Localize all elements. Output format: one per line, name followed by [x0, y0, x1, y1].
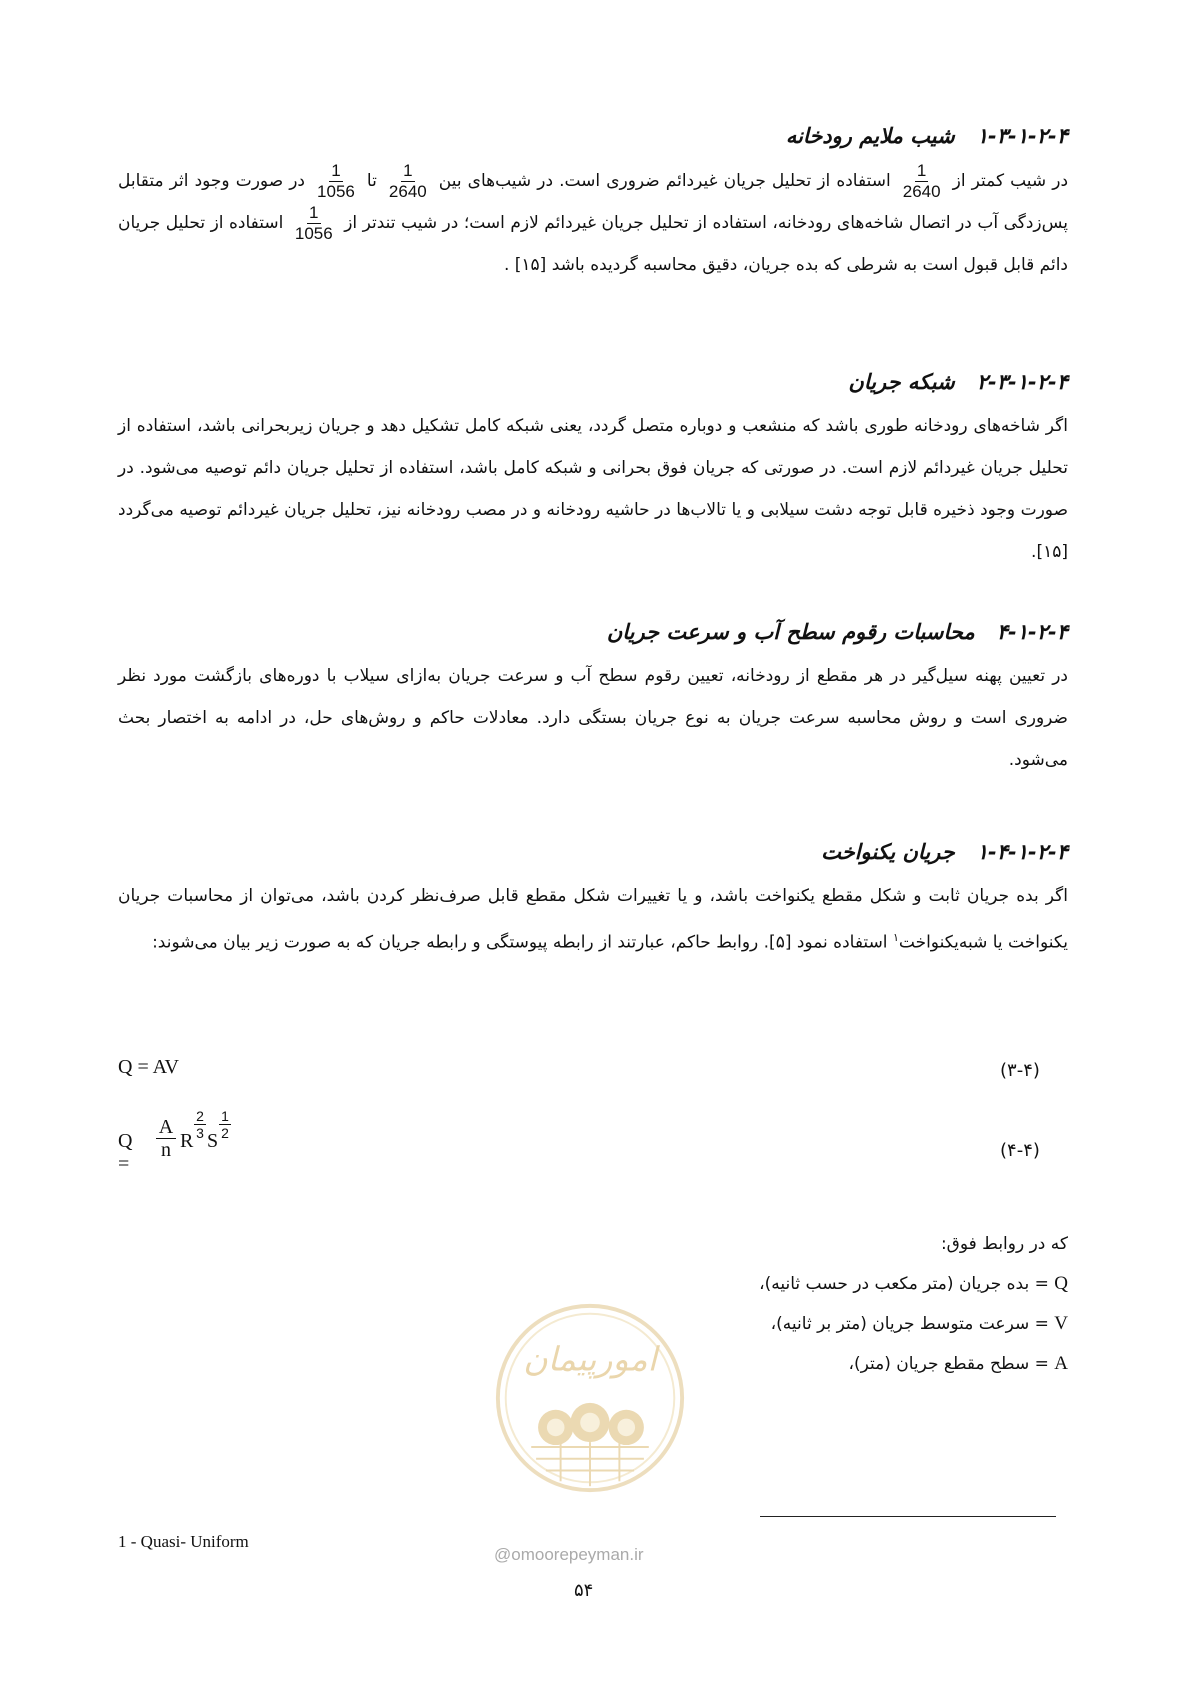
section-title: شیب ملایم رودخانه	[785, 124, 955, 148]
definition-item: A = سطح مقطع جریان (متر)،	[848, 1353, 1068, 1374]
paragraph-flow-network	[118, 405, 1068, 573]
section-heading-2	[848, 370, 1068, 394]
footnote-marker: ۱	[892, 931, 899, 944]
section-heading-4	[821, 840, 1068, 864]
fraction: $\frac{1}{2640}$	[388, 160, 427, 201]
paragraph-water-level	[118, 655, 1068, 781]
paragraph-text: استفاده نمود [۵]. روابط حاکم، عبارتند از رابطه پیوستگی و رابطه جریان که به صورت زیر بیان می‌شوند:	[152, 932, 888, 953]
fraction: $\frac{1}{2640}$	[902, 160, 941, 201]
section-title: جریان یکنواخت	[821, 840, 955, 864]
definition-item: Q = بده جریان (متر مکعب در حسب ثانیه)،	[759, 1273, 1068, 1294]
paragraph-text: در صورت وجود اثر متقابل پس‌زدگی آب در اتصال شاخه‌های رودخانه، استفاده از تحلیل جریان غیردائم لازم است؛ در شیب تندتر از	[118, 171, 1069, 233]
section-title: محاسبات رقوم سطح آب و سرعت جریان	[606, 620, 975, 644]
section-heading-1	[786, 124, 1068, 148]
paragraph-text: استفاده از تحلیل جریان دائم قابل قبول است به شرطی که بده جریان، دقیق محاسبه گردیده باشد [۱۵] .	[118, 213, 1068, 275]
watermark-logo	[492, 1300, 688, 1496]
watermark-text: @omoorepeyman.ir	[494, 1545, 644, 1564]
footnote: 1 - Quasi- Uniform	[118, 1532, 249, 1551]
definitions-list	[759, 1224, 1068, 1384]
page-number: ۵۴	[574, 1580, 594, 1601]
fraction: $\frac{1}{1056}$	[317, 160, 355, 201]
equation-continuity: Q = AV	[118, 1056, 179, 1078]
definitions-intro: که در روابط فوق:	[940, 1234, 1068, 1254]
paragraph-text: تا	[366, 171, 377, 191]
section-number: ۱-۳-۱-۲-۴	[976, 124, 1068, 148]
paragraph-text: در تعیین پهنه سیل‌گیر در هر مقطع از رودخانه، تعیین رقوم سطح آب و سرعت جریان به‌ازای سیلاب با دوره‌های بازگشت مورد نظر ضروری است و روش محاسبه سرعت جریان به نوع جریان بستگی دارد. معادلات حاکم و روش‌های حل، در ادامه به اختصار بحث می‌شود.	[118, 666, 1068, 770]
svg-text:امورپیمان: امورپیمان	[523, 1339, 657, 1379]
paragraph-gentle-slope	[118, 160, 1068, 286]
fraction: $\frac{1}{1056}$	[294, 202, 333, 243]
footnote-divider	[760, 1516, 1056, 1517]
section-number: ۱-۴-۱-۲-۴	[976, 840, 1068, 864]
paragraph-text: اگر بده جریان ثابت و شکل مقطع یکنواخت باشد، و یا تغییرات شکل مقطع قابل صرف‌نظر کردن باشد، می‌توان از محاسبات جریان یکنواخت یا شبه‌یکنواخت	[118, 886, 1068, 953]
equation-number: (۴-۴)	[1000, 1140, 1040, 1161]
paragraph-text: اگر شاخه‌های رودخانه طوری باشد که منشعب و دوباره متصل گردد، یعنی شبکه کامل تشکیل دهد و جریان زیربحرانی باشد، استفاده از تحلیل جریان غیردائم لازم است. در صورتی که جریان فوق بحرانی و شبکه کامل باشد، استفاده از تحلیل جریان دائم توصیه می‌شود. در صورت وجود ذخیره قابل توجه دشت سیلابی و یا تالاب‌ها در حاشیه رودخانه و در مصب رودخانه نیز، تحلیل جریان غیردائم توصیه می‌گردد [۱۵].	[118, 416, 1068, 562]
section-number: ۲-۳-۱-۲-۴	[976, 370, 1068, 394]
section-number: ۴-۱-۲-۴	[996, 620, 1068, 644]
paragraph-uniform-flow	[118, 875, 1068, 964]
definition-item: V = سرعت متوسط جریان (متر بر ثانیه)،	[770, 1313, 1068, 1334]
equation-number: (۳-۴)	[1000, 1060, 1040, 1081]
paragraph-text: استفاده از تحلیل جریان غیردائم ضروری است. در شیب‌های بین	[438, 171, 891, 191]
section-title: شبکه جریان	[848, 370, 955, 394]
paragraph-text: در شیب کمتر از	[952, 171, 1069, 191]
section-heading-3	[607, 620, 1068, 644]
